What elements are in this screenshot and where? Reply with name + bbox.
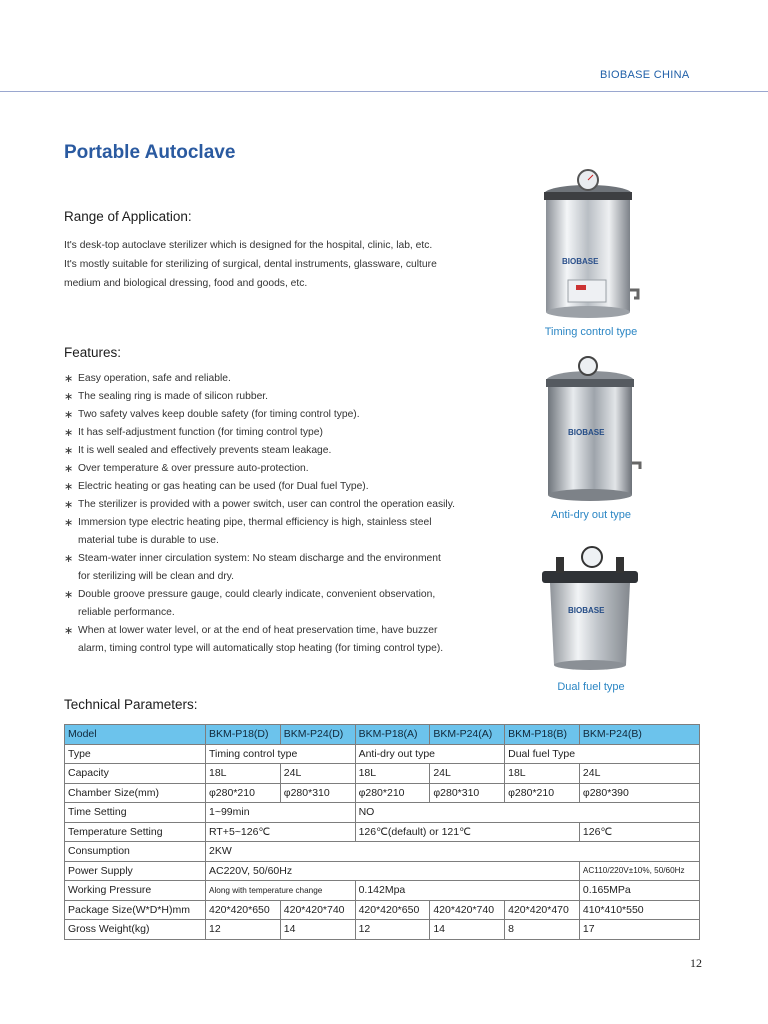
feature-item: ∗ It has self-adjustment function (for timing control type) bbox=[64, 424, 514, 442]
feature-item: ∗ Steam-water inner circulation system: No steam discharge and the environment for sterilizing will be clean and dry. bbox=[64, 550, 514, 586]
feature-item: ∗ When at lower water level, or at the end of heat preservation time, have buzzer alarm, timing control type will automatically stop heating (for timing control type). bbox=[64, 622, 514, 658]
header-divider bbox=[0, 91, 768, 92]
product-logo: BIOBASE bbox=[562, 257, 599, 266]
brand-label: BIOBASE CHINA bbox=[600, 69, 690, 81]
application-line: It's mostly suitable for sterilizing of surgical, dental instruments, glassware, culture bbox=[64, 259, 437, 270]
product-timing-control bbox=[530, 166, 652, 338]
table-row-power: Power Supply AC220V, 50/60Hz AC110/220V±10%, 50/60Hz bbox=[65, 861, 700, 881]
page-title: Portable Autoclave bbox=[64, 142, 236, 163]
feature-item: ∗ Over temperature & over pressure auto-protection. bbox=[64, 460, 514, 478]
asterisk-icon: ∗ bbox=[64, 391, 74, 403]
asterisk-icon: ∗ bbox=[64, 445, 74, 457]
autoclave-anti-dry-image bbox=[536, 355, 646, 507]
application-heading: Range of Application: bbox=[64, 209, 192, 224]
feature-item: ∗ Electric heating or gas heating can be used (for Dual fuel Type). bbox=[64, 478, 514, 496]
table-row-model: Model BKM-P18(D) BKM-P24(D) BKM-P18(A) BKM-P24(A) BKM-P18(B) BKM-P24(B) bbox=[65, 725, 700, 745]
feature-item: ∗ It is well sealed and effectively prevents steam leakage. bbox=[64, 442, 514, 460]
technical-parameters-table bbox=[64, 724, 700, 940]
features-list bbox=[64, 370, 514, 658]
table-row-time: Time Setting 1~99min NO bbox=[65, 803, 700, 823]
asterisk-icon: ∗ bbox=[64, 625, 74, 637]
asterisk-icon: ∗ bbox=[64, 373, 74, 385]
product-caption: Dual fuel type bbox=[557, 681, 625, 693]
product-logo: BIOBASE bbox=[568, 428, 605, 437]
asterisk-icon: ∗ bbox=[64, 499, 74, 511]
feature-item: ∗ The sealing ring is made of silicon rubber. bbox=[64, 388, 514, 406]
table-row-type: Type Timing control type Anti-dry out type Dual fuel Type bbox=[65, 744, 700, 764]
product-logo: BIOBASE bbox=[568, 606, 605, 615]
asterisk-icon: ∗ bbox=[64, 427, 74, 439]
table-row-consumption: Consumption 2KW bbox=[65, 842, 700, 862]
feature-item: ∗ The sterilizer is provided with a power switch, user can control the operation easily. bbox=[64, 496, 514, 514]
product-caption: Anti-dry out type bbox=[550, 509, 632, 521]
product-caption: Timing control type bbox=[544, 326, 638, 338]
asterisk-icon: ∗ bbox=[64, 463, 74, 475]
asterisk-icon: ∗ bbox=[64, 481, 74, 493]
table-row-chamber: Chamber Size(mm) φ280*210 φ280*310 φ280*210 φ280*310 φ280*210 φ280*390 bbox=[65, 783, 700, 803]
page-number: 12 bbox=[690, 956, 702, 970]
table-row-weight: Gross Weight(kg) 12 14 12 14 8 17 bbox=[65, 920, 700, 940]
table-row-pressure: Working Pressure Along with temperature change 0.142Mpa 0.165MPa bbox=[65, 881, 700, 901]
application-line: medium and biological dressing, food and goods, etc. bbox=[64, 278, 308, 289]
product-dual-fuel bbox=[530, 543, 652, 693]
asterisk-icon: ∗ bbox=[64, 409, 74, 421]
feature-item: ∗ Double groove pressure gauge, could clearly indicate, convenient observation, reliable performance. bbox=[64, 586, 514, 622]
asterisk-icon: ∗ bbox=[64, 517, 74, 529]
features-heading: Features: bbox=[64, 345, 122, 360]
application-text bbox=[64, 236, 514, 293]
table-row-package: Package Size(W*D*H)mm 420*420*650 420*420*740 420*420*650 420*420*740 420*420*470 410*410*550 bbox=[65, 900, 700, 920]
feature-item: ∗ Immersion type electric heating pipe, thermal efficiency is high, stainless steel material tube is durable to use. bbox=[64, 514, 514, 550]
table-row-temperature: Temperature Setting RT+5~126℃ 126℃(default) or 121℃ 126℃ bbox=[65, 822, 700, 842]
technical-heading: Technical Parameters: bbox=[64, 697, 198, 712]
asterisk-icon: ∗ bbox=[64, 589, 74, 601]
autoclave-dual-fuel-image bbox=[536, 543, 646, 679]
autoclave-timing-image bbox=[536, 166, 646, 324]
application-line: It's desk-top autoclave sterilizer which is designed for the hospital, clinic, lab, etc. bbox=[64, 240, 433, 251]
product-anti-dry bbox=[530, 355, 652, 521]
feature-item: ∗ Two safety valves keep double safety (for timing control type). bbox=[64, 406, 514, 424]
asterisk-icon: ∗ bbox=[64, 553, 74, 565]
table-row-capacity: Capacity 18L 24L 18L 24L 18L 24L bbox=[65, 764, 700, 784]
feature-item: ∗ Easy operation, safe and reliable. bbox=[64, 370, 514, 388]
